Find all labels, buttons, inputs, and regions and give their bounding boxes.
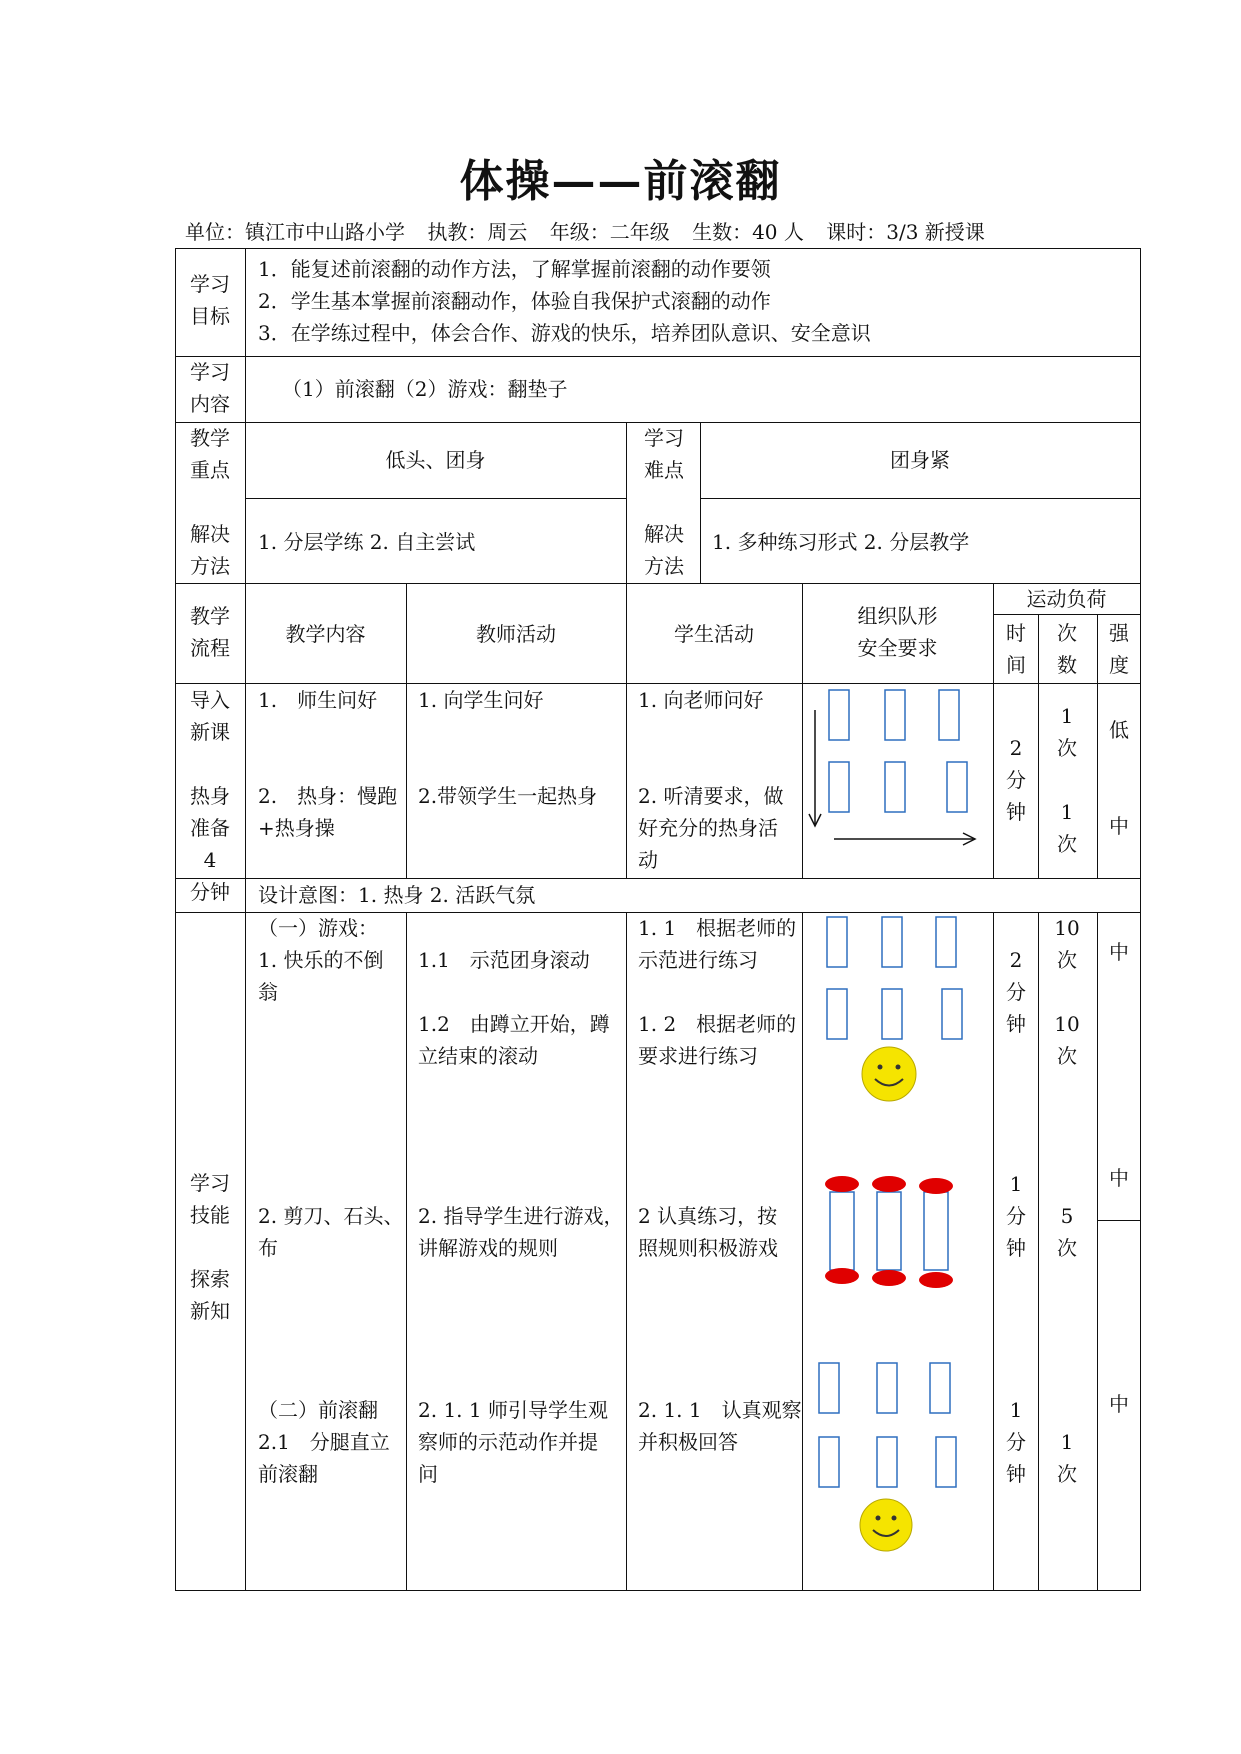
mat bbox=[829, 762, 849, 812]
intro-design-intent: 设计意图：1. 热身 2. 活跃气氛 bbox=[258, 883, 536, 907]
mat bbox=[947, 762, 967, 812]
content-label: 学习 内容 bbox=[190, 360, 230, 416]
intro-intensity-2: 中 bbox=[1109, 814, 1129, 838]
smiley-face bbox=[862, 1047, 916, 1101]
skills-teacher-1-2: 1.2 由蹲立开始，蹲 立结束的滚动 bbox=[418, 1012, 610, 1068]
info-unit: 单位：镇江市中山路小学 bbox=[185, 220, 405, 244]
mat bbox=[930, 1363, 950, 1413]
intro-stage-label: 导入 新课 热身 准备 4 分钟 bbox=[190, 688, 230, 904]
difficulty-text: 团身紧 bbox=[890, 448, 950, 472]
skills-student-3: 2. 1. 1 认真观察 并积极回答 bbox=[638, 1398, 802, 1454]
intro-count-2: 1 次 bbox=[1057, 800, 1077, 856]
header-time: 时 间 bbox=[1006, 621, 1026, 677]
mat bbox=[827, 989, 847, 1039]
mat bbox=[936, 1437, 956, 1487]
solution-label-right: 解决 方法 bbox=[644, 522, 684, 578]
header-student: 学生活动 bbox=[674, 622, 754, 646]
skills-intensity-a: 中 bbox=[1109, 940, 1129, 964]
roll-formation-diagram bbox=[802, 1355, 993, 1555]
red-marker bbox=[825, 1268, 859, 1284]
content-text: （1）前滚翻（2）游戏：翻垫子 bbox=[282, 377, 568, 401]
mat bbox=[939, 690, 959, 740]
header-count: 次 数 bbox=[1057, 621, 1077, 677]
skills-roll: （二）前滚翻 2.1 分腿直立 前滚翻 bbox=[258, 1398, 390, 1486]
skills-intensity-c: 中 bbox=[1109, 1392, 1129, 1416]
mat bbox=[936, 917, 956, 967]
skills-teacher-3: 2. 1. 1 师引导学生观 察师的示范动作并提 问 bbox=[418, 1398, 608, 1486]
game-formation-diagram bbox=[802, 912, 993, 1102]
skills-count-a2: 10 次 bbox=[1054, 1012, 1080, 1068]
mat bbox=[877, 1363, 897, 1413]
red-marker bbox=[919, 1272, 953, 1288]
intro-student-2: 2. 听清要求，做 好充分的热身活 动 bbox=[638, 784, 784, 872]
info-students: 生数：40 人 bbox=[692, 220, 804, 244]
intro-student-1: 1. 向老师问好 bbox=[638, 688, 764, 712]
red-marker bbox=[919, 1178, 953, 1194]
skills-student-1-2: 1. 2 根据老师的 要求进行练习 bbox=[638, 1012, 797, 1068]
skills-time-c: 1 分 钟 bbox=[1006, 1398, 1026, 1486]
skills-count-c: 1 次 bbox=[1057, 1430, 1077, 1486]
difficulty-label: 学习 难点 bbox=[644, 426, 684, 482]
red-marker bbox=[872, 1176, 906, 1192]
mat bbox=[827, 917, 847, 967]
rock-paper-scissors-diagram bbox=[802, 1160, 993, 1300]
mat bbox=[885, 690, 905, 740]
solution-right-text: 1. 多种练习形式 2. 分层教学 bbox=[712, 530, 970, 554]
intro-content-2: 2. 热身：慢跑 +热身操 bbox=[258, 784, 398, 840]
red-marker bbox=[872, 1270, 906, 1286]
mat bbox=[819, 1363, 839, 1413]
intro-time: 2 分 钟 bbox=[1006, 736, 1026, 824]
skills-game-2: 2. 剪刀、石头、 布 bbox=[258, 1204, 404, 1260]
skills-teacher-2: 2. 指导学生进行游戏， 讲解游戏的规则 bbox=[418, 1204, 624, 1260]
skills-teacher-1-1: 1.1 示范团身滚动 bbox=[418, 948, 590, 972]
mat bbox=[882, 989, 902, 1039]
mat bbox=[829, 690, 849, 740]
skills-intensity-b: 中 bbox=[1109, 1166, 1129, 1190]
key-point-text: 低头、团身 bbox=[385, 448, 486, 472]
key-point-label: 教学 重点 bbox=[190, 426, 230, 482]
header-intensity: 强 度 bbox=[1109, 621, 1129, 677]
objective-item: 1．能复述前滚翻的动作方法，了解掌握前滚翻的动作要领 bbox=[258, 257, 771, 281]
intro-content-1: 1. 师生问好 bbox=[258, 688, 378, 712]
solution-left-text: 1. 分层学练 2. 自主尝试 bbox=[258, 530, 476, 554]
skills-time-b: 1 分 钟 bbox=[1006, 1172, 1026, 1260]
intro-count-1: 1 次 bbox=[1057, 704, 1077, 760]
smiley-face bbox=[860, 1499, 912, 1551]
solution-label-left: 解决 方法 bbox=[190, 522, 230, 578]
skills-student-2: 2 认真练习，按 照规则积极游戏 bbox=[638, 1204, 778, 1260]
mat bbox=[942, 989, 962, 1039]
mat bbox=[830, 1192, 854, 1270]
skills-student-1-1: 1. 1 根据老师的 示范进行练习 bbox=[638, 916, 797, 972]
objective-item: 2．学生基本掌握前滚翻动作，体验自我保护式滚翻的动作 bbox=[258, 289, 771, 313]
mat bbox=[819, 1437, 839, 1487]
intro-teacher-1: 1. 向学生问好 bbox=[418, 688, 544, 712]
mat bbox=[877, 1437, 897, 1487]
warmup-formation-diagram bbox=[802, 684, 993, 878]
mat bbox=[882, 917, 902, 967]
red-marker bbox=[825, 1176, 859, 1192]
header-content: 教学内容 bbox=[285, 622, 366, 646]
page-title: 体操——前滚翻 bbox=[459, 156, 782, 207]
info-teacher: 执教：周云 bbox=[427, 220, 528, 244]
mat bbox=[924, 1192, 948, 1270]
header-organization: 组织队形 安全要求 bbox=[857, 604, 938, 660]
skills-stage-label: 学习 技能 探索 新知 bbox=[190, 1171, 230, 1323]
skills-count-b: 5 次 bbox=[1057, 1204, 1077, 1260]
mat bbox=[877, 1192, 901, 1270]
header-teacher: 教师活动 bbox=[476, 622, 556, 646]
objective-item: 3．在学练过程中，体会合作、游戏的快乐，培养团队意识、安全意识 bbox=[258, 321, 871, 345]
info-grade: 年级：二年级 bbox=[549, 220, 670, 244]
flow-label: 教学 流程 bbox=[190, 604, 230, 660]
intro-teacher-2: 2.带领学生一起热身 bbox=[418, 784, 598, 808]
objectives-list bbox=[258, 253, 871, 349]
header-load: 运动负荷 bbox=[1026, 587, 1107, 611]
lesson-info bbox=[185, 218, 1001, 246]
skills-count-a1: 10 次 bbox=[1054, 916, 1080, 972]
mat bbox=[885, 762, 905, 812]
info-lesson: 课时：3/3 新授课 bbox=[826, 220, 985, 244]
objectives-label: 学习 目标 bbox=[190, 272, 230, 328]
intro-intensity-1: 低 bbox=[1109, 718, 1129, 742]
skills-time-a: 2 分 钟 bbox=[1006, 948, 1026, 1036]
skills-game-1: （一）游戏： 1. 快乐的不倒 翁 bbox=[258, 916, 384, 1004]
